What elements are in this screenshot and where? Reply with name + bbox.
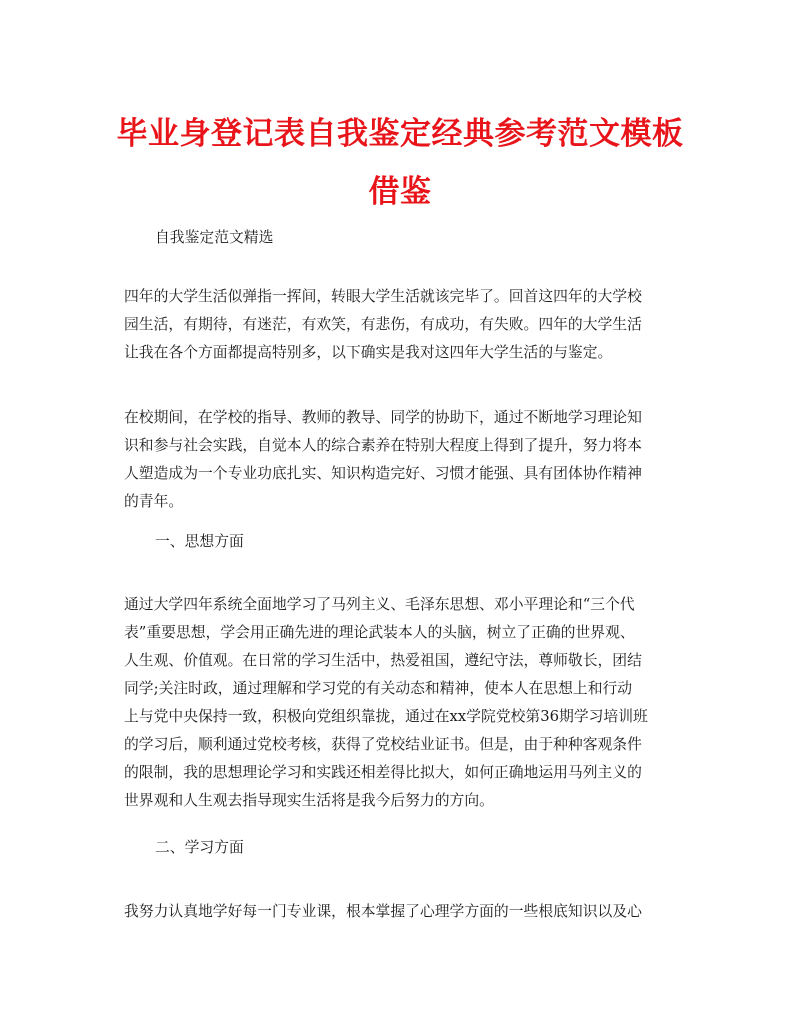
paragraph-line: 同学;关注时政，通过理解和学习党的有关动态和精神，使本人在思想上和行动 xyxy=(124,680,633,697)
paragraph-line: 人生观、价值观。在日常的学习生活中，热爱祖国，遵纪守法，尊师敬长，团结 xyxy=(124,652,642,669)
section-heading: 二、学习方面 xyxy=(155,839,244,856)
document-title-line2: 借鉴 xyxy=(368,174,432,210)
paragraph-line: 上与党中央保持一致，积极向党组织靠拢，通过在xx学院党校第36期学习培训班 xyxy=(124,708,648,725)
document-title-line1: 毕业身登记表自我鉴定经典参考范文模板 xyxy=(116,116,684,152)
section-heading: 一、思想方面 xyxy=(155,533,244,550)
paragraph-line: 让我在各个方面都提高特别多，以下确实是我对这四年大学生活的与鉴定。 xyxy=(124,344,613,361)
document-subtitle: 自我鉴定范文精选 xyxy=(155,229,274,246)
paragraph-line: 在校期间，在学校的指导、教师的教导、同学的协助下，通过不断地学习理论知 xyxy=(124,409,642,426)
paragraph-line: 的限制，我的思想理论学习和实践还相差得比拟大，如何正确地运用马列主义的 xyxy=(124,764,642,781)
paragraph-line: 的学习后，顺利通过党校考核，获得了党校结业证书。但是，由于种种客观条件 xyxy=(124,736,642,753)
paragraph-line: 人塑造成为一个专业功底扎实、知识构造完好、习惯才能强、具有团体协作精神 xyxy=(124,465,642,482)
paragraph-line: 识和参与社会实践，自觉本人的综合素养在特别大程度上得到了提升，努力将本 xyxy=(124,437,642,454)
paragraph-line: 通过大学四年系统全面地学习了马列主义、毛泽东思想、邓小平理论和“三个代 xyxy=(124,596,635,613)
paragraph-line: 世界观和人生观去指导现实生活将是我今后努力的方向。 xyxy=(124,792,494,809)
paragraph-line: 表”重要思想，学会用正确先进的理论武装本人的头脑，树立了正确的世界观、 xyxy=(124,624,635,641)
paragraph-line: 园生活，有期待，有迷茫，有欢笑，有悲伤，有成功，有失败。四年的大学生活 xyxy=(124,316,642,333)
paragraph-line: 四年的大学生活似弹指一挥间，转眼大学生活就该完毕了。回首这四年的大学校 xyxy=(124,288,642,305)
paragraph-line: 我努力认真地学好每一门专业课，根本掌握了心理学方面的一些根底知识以及心 xyxy=(124,903,642,920)
paragraph-line: 的青年。 xyxy=(124,493,184,510)
